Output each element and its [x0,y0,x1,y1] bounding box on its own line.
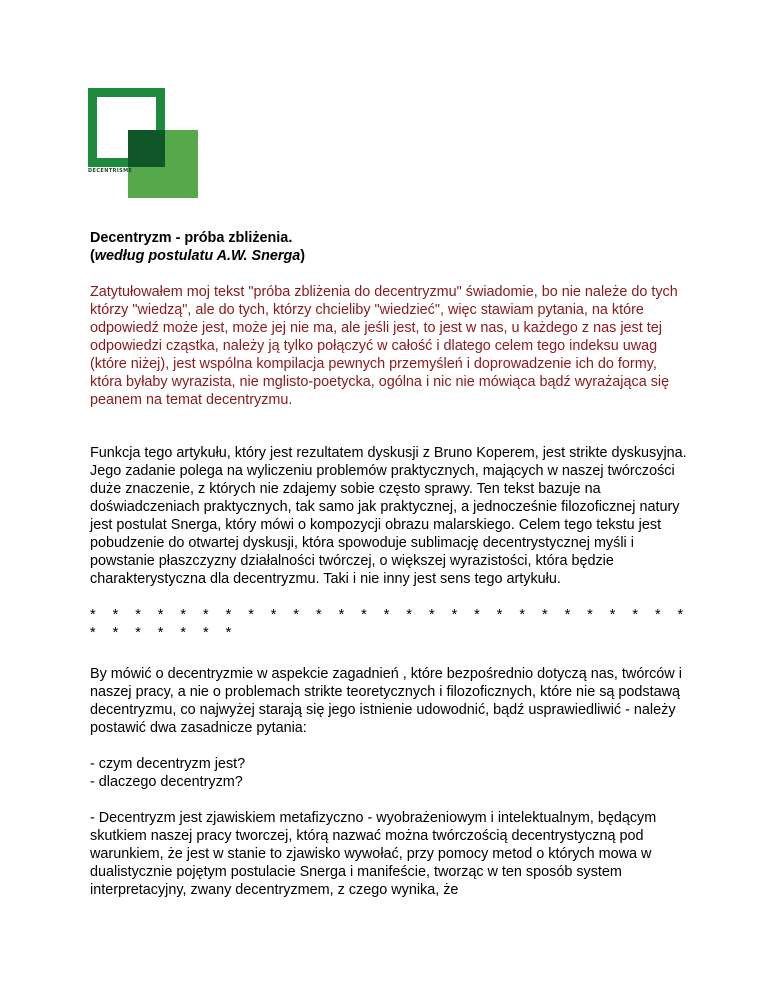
questions-intro-paragraph: By mówić o decentryzmie w aspekcie zagadnień , które bezpośrednio dotyczą nas, twórców i naszej pracy, a nie o problemach strikte teoretycznych i filozoficznych, które nie są podstawą decentryzmu, co najwyżej starają się jego istnienie udowodnić, bądź usprawiedliwić - należy postawić dwa zasadnicze pytania: [90,666,682,736]
function-paragraph: Funkcja tego artykułu, który jest rezultatem dyskusji z Bruno Koperem, jest strikte dyskusyjna. Jego zadanie polega na wyliczeniu problemów praktycznych, mających w naszej twórczości duże znaczenie, z których nie zdajemy sobie często sprawy. Ten tekst bazuje na doświadczeniach praktycznych, tak samo jak praktycznej, a jednocześnie filozoficznej natury jest postulat Snerga, który mówi o kompozycji obrazu malarskiego. Celem tego tekstu jest pobudzenie do otwartej dyskusji, która spowoduje sublimację decentrystycznej myśli i powstanie płaszczyzny działalności twórczej, o większej wyrazistości, która będzie charakterystyczna dla decentryzmu. Taki i nie inny jest sens tego artykułu. [90,445,687,587]
question-item: - dlaczego decentryzm? [90,774,243,790]
logo-dark-square [128,130,165,167]
title-subtitle: według postulatu A.W. Snerga [94,248,301,264]
definition-paragraph: - Decentryzm jest zjawiskiem metafizyczno - wyobrażeniowym i intelektualnym, będącym skutkiem naszej pracy tworczej, którą nazwać można twórczością decentrystyczną pod warunkiem, że jest w stanie to zjawisko wywołać, przy pomocy metod o których mowa w dualistycznie pojętym postulacie Snerga i manifeście, tworząc w ten sposób system interpretacyjny, zwany decentryzmem, z czego wynika, że [90,810,657,898]
title-line-1: Decentryzm - próba zbliżenia. [90,230,293,246]
document-body [90,229,690,899]
intro-paragraph: Zatytułowałem moj tekst "próba zbliżenia do decentryzmu" świadomie, bo nie należe do tych którzy "wiedzą", ale do tych, którzy chcieliby "wiedzieć", więc stawiam pytania, na które odpowiedź może jest, może jej nie ma, ale jeśli jest, to jest w nas, u każdego z nas jest tej odpowiedzi cząstka, należy ją tylko połączyć w całość i dlatego celem tego indeksu uwag (które niżej), jest wspólna kompilacja pewnych przemyśleń i doprowadzenie ich do formy, która byłaby wyrazista, nie mglisto-poetycka, ogólna i nic nie mówiąca bądź wyrażająca się peanem na temat decentryzmu. [90,284,678,408]
star-divider: * * * * * * * * * * * * * * * * * * * * * * * * * * * * * * * * * * [90,607,684,641]
title-paren-close: ) [300,248,306,264]
title-paren-open: ( [90,248,95,264]
question-item: - czym decentryzm jest? [90,756,246,772]
questions-list [90,755,690,791]
decentrisme-logo [88,88,198,198]
logo-text: DECENTRISME [88,168,133,174]
document-title [90,229,690,265]
title-line-2 [90,248,305,264]
